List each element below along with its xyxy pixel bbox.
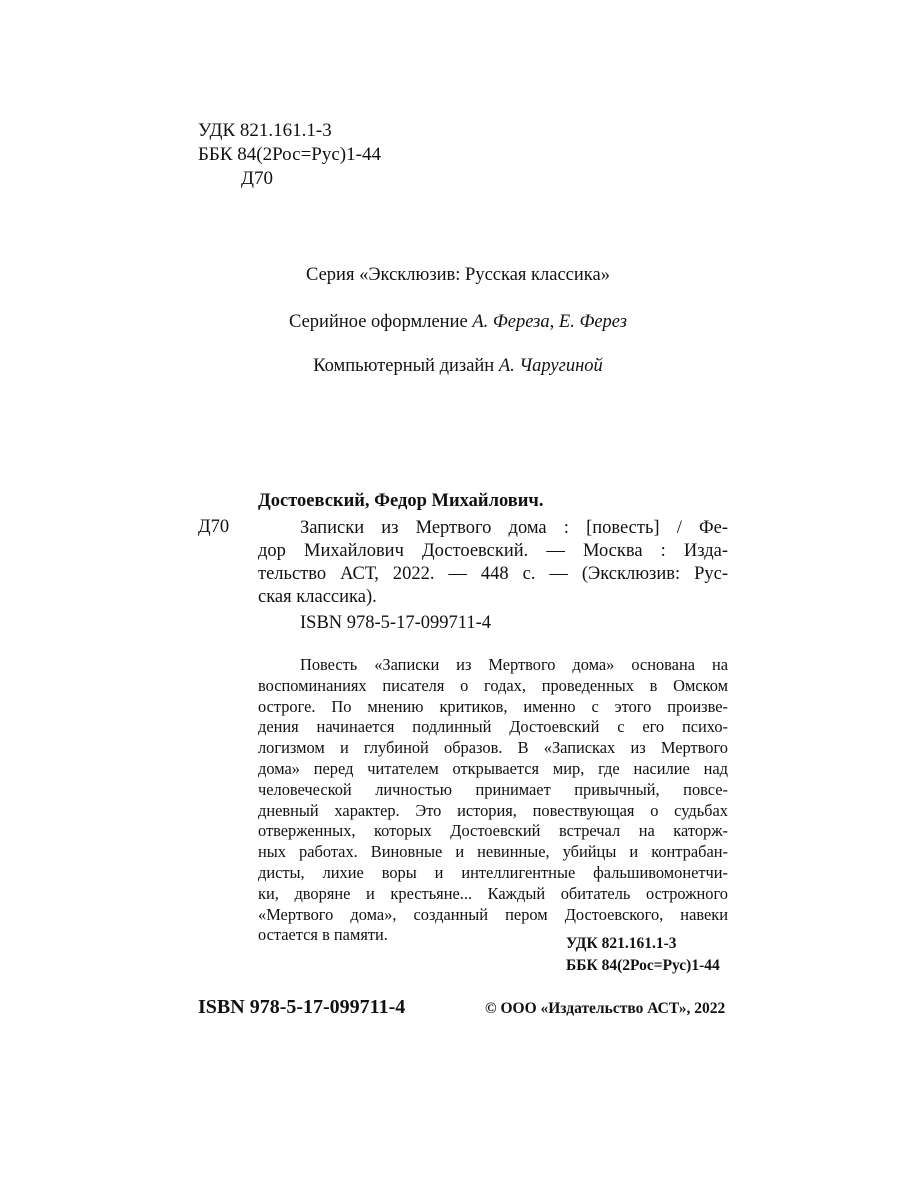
- annotation-line: ных работах. Виновные и невинные, убийцы и контрабан-: [258, 842, 728, 862]
- annotation-line: остается в памяти.: [258, 925, 388, 945]
- computer-design-label: Компьютерный дизайн: [313, 356, 499, 376]
- series-design-line: [0, 312, 900, 333]
- series-design-name-2: Е. Ферез: [558, 312, 627, 332]
- author-heading: Достоевский, Федор Михайлович.: [258, 491, 544, 511]
- annotation-line: «Мертвого дома», созданный пером Достоевского, навеки: [258, 904, 728, 924]
- series-design-label: Серийное оформление: [289, 312, 473, 332]
- description-line: тельство АСТ, 2022. — 448 с. — (Эксклюзив: Рус-: [258, 564, 728, 584]
- annotation-line: дневный характер. Это история, повествующая о судьбах: [258, 800, 728, 820]
- annotation-line: человеческой личностью принимает привычный, повсе-: [258, 779, 728, 799]
- annotation: [258, 655, 728, 946]
- annotation-line: дения начинается подлинный Достоевский с его психо-: [258, 717, 728, 737]
- author-mark-record: Д70: [198, 517, 230, 537]
- author-mark-top: Д70: [241, 168, 273, 189]
- series-design-name-1: А. Фереза: [472, 312, 550, 332]
- annotation-line: логизмом и глубиной образов. В «Записках из Мертвого: [258, 738, 728, 758]
- description-line: ская классика).: [258, 587, 377, 607]
- annotation-line: Повесть «Записки из Мертвого дома» основана на: [300, 655, 728, 674]
- copyright: © ООО «Издательство АСТ», 2022: [485, 1000, 726, 1017]
- annotation-line: остроге. По мнению критиков, именно с этого произве-: [258, 696, 728, 716]
- isbn-footer: ISBN 978-5-17-099711-4: [198, 996, 406, 1018]
- isbn-record: ISBN 978-5-17-099711-4: [300, 613, 491, 633]
- annotation-line: дома» перед читателем открывается мир, где насилие над: [258, 758, 728, 778]
- series-line: Серия «Эксклюзив: Русская классика»: [306, 265, 610, 285]
- udk-bottom: УДК 821.161.1-3: [566, 935, 677, 952]
- computer-design-name: А. Чаругиной: [498, 356, 603, 376]
- series-design-separator: ,: [549, 312, 559, 332]
- bibliographic-description: [258, 517, 728, 609]
- description-line: Записки из Мертвого дома : [повесть] / Фе-: [300, 518, 728, 538]
- annotation-line: отверженных, которых Достоевский встречал на каторж-: [258, 821, 728, 841]
- bbk-bottom: ББК 84(2Рос=Рус)1-44: [566, 957, 720, 974]
- annotation-line: ки, дворяне и крестьяне... Каждый обитатель острожного: [258, 883, 728, 903]
- annotation-line: воспоминаниях писателя о годах, проведенных в Омском: [258, 675, 728, 695]
- description-line: дор Михайлович Достоевский. — Москва : Изда-: [258, 541, 728, 561]
- annotation-line: дисты, лихие воры и интеллигентные фальшивомонетчи-: [258, 862, 728, 882]
- bbk-top: ББК 84(2Рос=Рус)1-44: [198, 144, 381, 165]
- udk-top: УДК 821.161.1-3: [198, 120, 332, 141]
- computer-design-line: [0, 356, 900, 377]
